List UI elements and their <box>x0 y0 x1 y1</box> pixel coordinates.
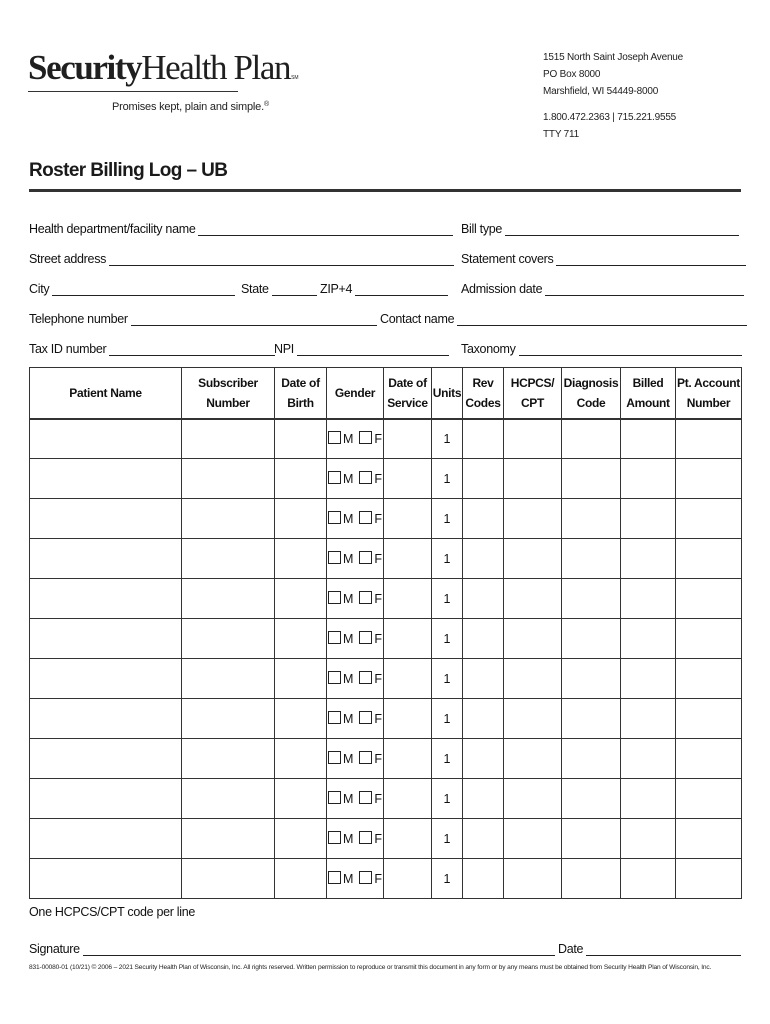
units-cell[interactable]: 1 <box>432 739 463 779</box>
npi-label: NPI <box>274 342 294 356</box>
gender-f-checkbox[interactable] <box>359 831 372 844</box>
gender-f-label: F <box>374 632 383 646</box>
diagnosis-code-cell[interactable] <box>562 739 621 779</box>
diagnosis-code-cell[interactable] <box>562 619 621 659</box>
address-tty: TTY 711 <box>543 129 580 140</box>
roster-table <box>29 367 742 899</box>
diagnosis-code-cell[interactable] <box>562 539 621 579</box>
subscriber-number-cell[interactable] <box>182 619 275 659</box>
gender-m-checkbox[interactable] <box>328 831 341 844</box>
facility-name-label: Health department/facility name <box>29 222 196 236</box>
gender-m-label: M <box>342 712 354 726</box>
taxonomy-label: Taxonomy <box>461 342 516 356</box>
gender-cell <box>327 659 384 699</box>
rev-codes-cell[interactable] <box>463 699 504 739</box>
patient-name-cell[interactable] <box>30 619 182 659</box>
telephone-label: Telephone number <box>29 312 128 326</box>
header-diagnosis-code: Diagnosis Code <box>562 368 621 419</box>
gender-cell <box>327 459 384 499</box>
gender-m-label: M <box>342 472 354 486</box>
tax-id-line[interactable] <box>109 344 275 356</box>
zip-label: ZIP+4 <box>320 282 353 296</box>
date-of-service-cell[interactable] <box>384 819 432 859</box>
subscriber-number-cell[interactable] <box>182 419 275 459</box>
statement-covers-field[interactable] <box>461 252 746 266</box>
gender-f-checkbox[interactable] <box>359 751 372 764</box>
hcpcs-cpt-cell[interactable] <box>504 579 562 619</box>
date-of-birth-cell[interactable] <box>275 459 327 499</box>
telephone-line[interactable] <box>131 314 377 326</box>
rev-codes-cell[interactable] <box>463 819 504 859</box>
subscriber-number-cell[interactable] <box>182 859 275 899</box>
date-of-birth-cell[interactable] <box>275 499 327 539</box>
gender-f-checkbox[interactable] <box>359 431 372 444</box>
units-cell[interactable]: 1 <box>432 419 463 459</box>
pt-account-number-cell[interactable] <box>676 419 742 459</box>
gender-f-label: F <box>374 512 383 526</box>
billed-amount-cell[interactable] <box>621 819 676 859</box>
rev-codes-cell[interactable] <box>463 739 504 779</box>
statement-covers-label: Statement covers <box>461 252 554 266</box>
admission-date-field[interactable] <box>461 282 744 296</box>
gender-f-label: F <box>374 552 383 566</box>
rev-codes-cell[interactable] <box>463 459 504 499</box>
signature-label: Signature <box>29 942 80 956</box>
hcpcs-cpt-cell[interactable] <box>504 459 562 499</box>
table-row <box>30 859 742 899</box>
hcpcs-cpt-cell[interactable] <box>504 539 562 579</box>
hcpcs-cpt-cell[interactable] <box>504 419 562 459</box>
patient-name-cell[interactable] <box>30 459 182 499</box>
pt-account-number-cell[interactable] <box>676 699 742 739</box>
header-rev-codes: Rev Codes <box>463 368 504 419</box>
date-of-service-cell[interactable] <box>384 419 432 459</box>
logo-tagline <box>112 101 269 113</box>
bill-type-field[interactable] <box>461 222 739 236</box>
table-row <box>30 739 742 779</box>
subscriber-number-cell[interactable] <box>182 779 275 819</box>
gender-cell <box>327 699 384 739</box>
gender-m-label: M <box>342 592 354 606</box>
rev-codes-cell[interactable] <box>463 619 504 659</box>
gender-m-label: M <box>342 872 354 886</box>
table-row <box>30 779 742 819</box>
diagnosis-code-cell[interactable] <box>562 779 621 819</box>
subscriber-number-cell[interactable] <box>182 499 275 539</box>
gender-cell <box>327 779 384 819</box>
date-of-birth-cell[interactable] <box>275 739 327 779</box>
table-row <box>30 539 742 579</box>
address-po-box: PO Box 8000 <box>543 69 601 80</box>
page-title: Roster Billing Log – UB <box>29 160 228 181</box>
units-cell[interactable]: 1 <box>432 659 463 699</box>
date-of-service-cell[interactable] <box>384 739 432 779</box>
gender-m-checkbox[interactable] <box>328 511 341 524</box>
billed-amount-cell[interactable] <box>621 699 676 739</box>
subscriber-number-cell[interactable] <box>182 819 275 859</box>
pt-account-number-cell[interactable] <box>676 739 742 779</box>
gender-m-label: M <box>342 432 354 447</box>
gender-f-checkbox[interactable] <box>359 791 372 804</box>
street-address-line[interactable] <box>109 254 454 266</box>
statement-covers-line[interactable] <box>556 254 746 266</box>
gender-f-label: F <box>374 752 383 766</box>
gender-m-label: M <box>342 792 354 806</box>
header-patient-name: Patient Name <box>30 368 182 419</box>
tagline-registered-mark: ® <box>263 101 269 108</box>
billed-amount-cell[interactable] <box>621 859 676 899</box>
date-of-birth-cell[interactable] <box>275 419 327 459</box>
header-gender: Gender <box>327 368 384 419</box>
gender-m-label: M <box>342 752 354 766</box>
patient-name-cell[interactable] <box>30 699 182 739</box>
header-units: Units <box>432 368 463 419</box>
gender-f-label: F <box>374 672 383 686</box>
date-of-service-cell[interactable] <box>384 539 432 579</box>
date-of-birth-cell[interactable] <box>275 659 327 699</box>
gender-m-label: M <box>342 512 354 526</box>
date-of-birth-cell[interactable] <box>275 619 327 659</box>
date-of-birth-cell[interactable] <box>275 859 327 899</box>
npi-field[interactable] <box>274 342 449 356</box>
contact-name-line[interactable] <box>457 314 747 326</box>
gender-f-checkbox[interactable] <box>359 591 372 604</box>
date-of-birth-cell[interactable] <box>275 699 327 739</box>
diagnosis-code-cell[interactable] <box>562 659 621 699</box>
patient-name-cell[interactable] <box>30 779 182 819</box>
gender-m-checkbox[interactable] <box>328 711 341 724</box>
gender-cell <box>327 859 384 899</box>
date-of-service-cell[interactable] <box>384 459 432 499</box>
header-pt-account-number: Pt. Account Number <box>676 368 742 419</box>
title-divider <box>29 189 741 192</box>
billed-amount-cell[interactable] <box>621 459 676 499</box>
contact-name-label: Contact name <box>380 312 455 326</box>
table-row <box>30 459 742 499</box>
signature-field[interactable] <box>29 942 555 956</box>
taxonomy-line[interactable] <box>519 344 742 356</box>
zip-field[interactable] <box>320 282 448 296</box>
gender-m-label: M <box>342 832 354 846</box>
city-label: City <box>29 282 50 296</box>
rev-codes-cell[interactable] <box>463 499 504 539</box>
gender-f-label: F <box>374 712 383 726</box>
gender-cell <box>327 499 384 539</box>
patient-name-cell[interactable] <box>30 739 182 779</box>
company-logo <box>28 50 299 85</box>
gender-f-checkbox[interactable] <box>359 631 372 644</box>
gender-cell <box>327 539 384 579</box>
hcpcs-cpt-cell[interactable] <box>504 499 562 539</box>
copyright-footer: 831-00080-01 (10/21) © 2006 – 2021 Security Health Plan of Wisconsin, Inc. All rights reserved. Written permission to reproduce or transmit this document in any form or by any means must be obtained from Security Health Plan of Wisconsin, Inc. <box>29 964 712 971</box>
gender-m-checkbox[interactable] <box>328 791 341 804</box>
company-address <box>543 49 683 143</box>
facility-name-field[interactable] <box>29 222 453 236</box>
billed-amount-cell[interactable] <box>621 659 676 699</box>
gender-cell <box>327 819 384 859</box>
date-of-service-cell[interactable] <box>384 579 432 619</box>
patient-name-cell[interactable] <box>30 539 182 579</box>
gender-m-checkbox[interactable] <box>328 431 341 444</box>
units-cell[interactable]: 1 <box>432 859 463 899</box>
gender-f-checkbox[interactable] <box>359 671 372 684</box>
gender-m-checkbox[interactable] <box>328 751 341 764</box>
diagnosis-code-cell[interactable] <box>562 579 621 619</box>
table-header-row <box>30 368 742 419</box>
units-cell[interactable]: 1 <box>432 459 463 499</box>
gender-cell <box>327 619 384 659</box>
gender-cell <box>327 579 384 619</box>
date-of-birth-cell[interactable] <box>275 579 327 619</box>
address-phone: 1.800.472.2363 | 715.221.9555 <box>543 112 677 123</box>
subscriber-number-cell[interactable] <box>182 699 275 739</box>
units-cell[interactable]: 1 <box>432 819 463 859</box>
billed-amount-cell[interactable] <box>621 739 676 779</box>
units-cell[interactable]: 1 <box>432 779 463 819</box>
gender-f-checkbox[interactable] <box>359 551 372 564</box>
hcpcs-cpt-cell[interactable] <box>504 699 562 739</box>
state-line[interactable] <box>272 284 317 296</box>
zip-line[interactable] <box>355 284 448 296</box>
admission-date-label: Admission date <box>461 282 543 296</box>
rev-codes-cell[interactable] <box>463 659 504 699</box>
logo-text-security: Security <box>28 48 142 87</box>
units-cell[interactable]: 1 <box>432 539 463 579</box>
facility-name-line[interactable] <box>198 224 453 236</box>
date-of-birth-cell[interactable] <box>275 819 327 859</box>
date-of-birth-cell[interactable] <box>275 779 327 819</box>
diagnosis-code-cell[interactable] <box>562 419 621 459</box>
patient-name-cell[interactable] <box>30 659 182 699</box>
table-row <box>30 419 742 459</box>
gender-f-checkbox[interactable] <box>359 471 372 484</box>
hcpcs-note: One HCPCS/CPT code per line <box>29 905 196 919</box>
pt-account-number-cell[interactable] <box>676 859 742 899</box>
logo-divider <box>28 91 238 92</box>
date-of-service-cell[interactable] <box>384 659 432 699</box>
gender-f-label: F <box>374 592 383 606</box>
hcpcs-cpt-cell[interactable] <box>504 819 562 859</box>
pt-account-number-cell[interactable] <box>676 779 742 819</box>
tax-id-field[interactable] <box>29 342 275 356</box>
gender-f-checkbox[interactable] <box>359 511 372 524</box>
diagnosis-code-cell[interactable] <box>562 859 621 899</box>
date-label: Date <box>558 942 584 956</box>
diagnosis-code-cell[interactable] <box>562 499 621 539</box>
rev-codes-cell[interactable] <box>463 859 504 899</box>
gender-m-checkbox[interactable] <box>328 591 341 604</box>
gender-m-checkbox[interactable] <box>328 551 341 564</box>
tagline-text: Promises kept, plain and simple. <box>112 101 264 113</box>
rev-codes-cell[interactable] <box>463 419 504 459</box>
gender-f-label: F <box>374 832 383 846</box>
subscriber-number-cell[interactable] <box>182 459 275 499</box>
diagnosis-code-cell[interactable] <box>562 459 621 499</box>
tax-id-label: Tax ID number <box>29 342 107 356</box>
table-row <box>30 659 742 699</box>
admission-date-line[interactable] <box>545 284 744 296</box>
gender-m-label: M <box>342 632 354 646</box>
taxonomy-field[interactable] <box>461 342 742 356</box>
pt-account-number-cell[interactable] <box>676 819 742 859</box>
billed-amount-cell[interactable] <box>621 579 676 619</box>
npi-line[interactable] <box>297 344 449 356</box>
street-address-label: Street address <box>29 252 107 266</box>
gender-m-checkbox[interactable] <box>328 671 341 684</box>
diagnosis-code-cell[interactable] <box>562 699 621 739</box>
telephone-field[interactable] <box>29 312 377 326</box>
units-cell[interactable]: 1 <box>432 619 463 659</box>
header-date-of-birth: Date of Birth <box>275 368 327 419</box>
patient-name-cell[interactable] <box>30 579 182 619</box>
date-of-service-cell[interactable] <box>384 699 432 739</box>
bill-type-line[interactable] <box>505 224 739 236</box>
gender-cell <box>327 419 384 459</box>
state-field[interactable] <box>241 282 317 296</box>
address-city-state-zip: Marshfield, WI 54449-8000 <box>543 86 659 97</box>
patient-name-cell[interactable] <box>30 499 182 539</box>
pt-account-number-cell[interactable] <box>676 659 742 699</box>
billed-amount-cell[interactable] <box>621 419 676 459</box>
date-of-birth-cell[interactable] <box>275 539 327 579</box>
date-field[interactable] <box>558 942 741 956</box>
table-row <box>30 819 742 859</box>
contact-name-field[interactable] <box>380 312 747 326</box>
pt-account-number-cell[interactable] <box>676 579 742 619</box>
date-of-service-cell[interactable] <box>384 619 432 659</box>
table-row <box>30 499 742 539</box>
table-row <box>30 579 742 619</box>
gender-cell <box>327 739 384 779</box>
gender-m-checkbox[interactable] <box>328 631 341 644</box>
logo-service-mark: SM <box>291 75 299 81</box>
patient-name-cell[interactable] <box>30 819 182 859</box>
units-cell[interactable]: 1 <box>432 579 463 619</box>
subscriber-number-cell[interactable] <box>182 739 275 779</box>
street-address-field[interactable] <box>29 252 454 266</box>
billed-amount-cell[interactable] <box>621 619 676 659</box>
date-line[interactable] <box>586 944 741 956</box>
header-subscriber-number: Subscriber Number <box>182 368 275 419</box>
table-row <box>30 699 742 739</box>
state-label: State <box>241 282 269 296</box>
rev-codes-cell[interactable] <box>463 579 504 619</box>
date-of-service-cell[interactable] <box>384 779 432 819</box>
billed-amount-cell[interactable] <box>621 779 676 819</box>
hcpcs-cpt-cell[interactable] <box>504 739 562 779</box>
gender-m-label: M <box>342 672 354 686</box>
date-of-service-cell[interactable] <box>384 859 432 899</box>
gender-f-checkbox[interactable] <box>359 871 372 884</box>
pt-account-number-cell[interactable] <box>676 499 742 539</box>
rev-codes-cell[interactable] <box>463 779 504 819</box>
gender-f-checkbox[interactable] <box>359 711 372 724</box>
rev-codes-cell[interactable] <box>463 539 504 579</box>
header-hcpcs-cpt: HCPCS/ CPT <box>504 368 562 419</box>
patient-name-cell[interactable] <box>30 419 182 459</box>
hcpcs-cpt-cell[interactable] <box>504 619 562 659</box>
signature-line[interactable] <box>83 944 555 956</box>
gender-f-label: F <box>374 872 383 886</box>
city-line[interactable] <box>52 284 235 296</box>
table-row <box>30 619 742 659</box>
gender-m-checkbox[interactable] <box>328 871 341 884</box>
units-cell[interactable]: 1 <box>432 499 463 539</box>
gender-m-checkbox[interactable] <box>328 471 341 484</box>
gender-f-label: F <box>374 432 383 447</box>
gender-f-label: F <box>374 472 383 486</box>
subscriber-number-cell[interactable] <box>182 539 275 579</box>
logo-text-health-plan: Health Plan <box>141 48 291 87</box>
pt-account-number-cell[interactable] <box>676 539 742 579</box>
pt-account-number-cell[interactable] <box>676 619 742 659</box>
hcpcs-cpt-cell[interactable] <box>504 659 562 699</box>
header-billed-amount: Billed Amount <box>621 368 676 419</box>
subscriber-number-cell[interactable] <box>182 659 275 699</box>
pt-account-number-cell[interactable] <box>676 459 742 499</box>
date-of-service-cell[interactable] <box>384 499 432 539</box>
gender-m-label: M <box>342 552 354 566</box>
billed-amount-cell[interactable] <box>621 539 676 579</box>
city-field[interactable] <box>29 282 235 296</box>
subscriber-number-cell[interactable] <box>182 579 275 619</box>
diagnosis-code-cell[interactable] <box>562 819 621 859</box>
units-cell[interactable]: 1 <box>432 699 463 739</box>
header-date-of-service: Date of Service <box>384 368 432 419</box>
hcpcs-cpt-cell[interactable] <box>504 779 562 819</box>
bill-type-label: Bill type <box>461 222 503 236</box>
patient-name-cell[interactable] <box>30 859 182 899</box>
address-street: 1515 North Saint Joseph Avenue <box>543 52 684 63</box>
billed-amount-cell[interactable] <box>621 499 676 539</box>
gender-f-label: F <box>374 792 383 806</box>
hcpcs-cpt-cell[interactable] <box>504 859 562 899</box>
